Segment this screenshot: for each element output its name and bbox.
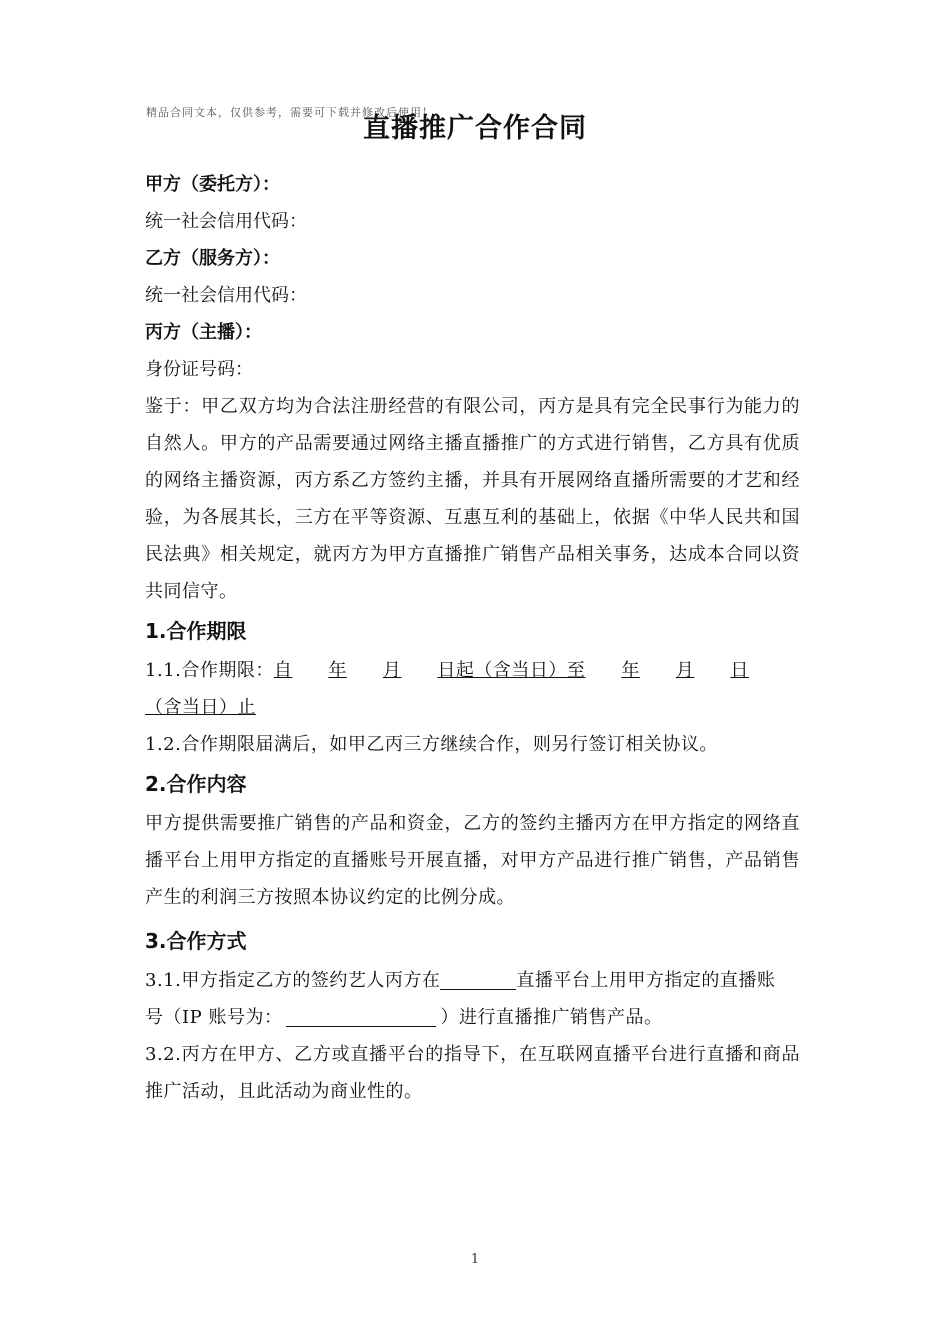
clause-1-1 (145, 652, 800, 689)
clause-1-1-label: 1.1.合作期限： (145, 660, 274, 681)
date-range-underlined: 自 年 月 日起（含当日）至 年 月 日 (273, 660, 749, 681)
section-2-heading: 2.合作内容 (145, 772, 247, 796)
section-2-body: 甲方提供需要推广销售的产品和资金，乙方的签约主播丙方在甲方指定的网络直播平台上用甲方指定的直播账号开展直播，对甲方产品进行推广销售，产品销售产生的利润三方按照本协议约定的比例分成。 (145, 813, 800, 908)
document-title: 直播推广合作合同 (363, 113, 587, 144)
ip-account-blank (286, 1006, 436, 1027)
clause-3-1-part-c: 号（IP 账号为： (145, 1007, 283, 1028)
party-b-label: 乙方（服务方）： (145, 248, 280, 269)
header-note: 精品合同文本，仅供参考，需要可下载并修改后使用！ (146, 106, 434, 119)
party-c-label: 丙方（主播）： (145, 322, 262, 343)
clause-3-1-part-a: 3.1.甲方指定乙方的签约艺人丙方在 (145, 970, 441, 991)
clause-3-2: 3.2.丙方在甲方、乙方或直播平台的指导下，在互联网直播平台进行直播和商品推广活动，且此活动为商业性的。 (145, 1044, 800, 1102)
clause-3-1-cont (145, 999, 800, 1036)
clause-3-1-part-b: 直播平台上用甲方指定的直播账 (516, 970, 776, 991)
clause-3-1 (145, 962, 800, 999)
clause-1-1-tail (145, 689, 800, 726)
preamble-paragraph: 鉴于：甲乙双方均为合法注册经营的有限公司，丙方是具有完全民事行为能力的自然人。甲方的产品需要通过网络主播直播推广的方式进行销售，乙方具有优质的网络主播资源，丙方系乙方签约主播，并具有开展网络直播所需要的才艺和经验，为各展其长，三方在平等资源、互惠互利的基础上，依据《中华人民共和国民法典》相关规定，就丙方为甲方直播推广销售产品相关事务，达成本合同以资共同信守。 (145, 396, 800, 602)
party-b-credit-code: 统一社会信用代码： (145, 285, 307, 306)
section-3-heading: 3.合作方式 (145, 929, 247, 953)
section-1-heading: 1.合作期限 (145, 619, 247, 643)
date-range-tail: （含当日）止 (145, 697, 256, 718)
party-a-label: 甲方（委托方）： (145, 174, 280, 195)
platform-blank (440, 969, 516, 990)
party-a-credit-code: 统一社会信用代码： (145, 211, 307, 232)
clause-3-1-part-d: ）进行直播推广销售产品。 (440, 1007, 663, 1028)
clause-1-2: 1.2.合作期限届满后，如甲乙丙三方继续合作，则另行签订相关协议。 (145, 734, 718, 755)
page-number: 1 (470, 1252, 480, 1267)
document-body (145, 166, 800, 1110)
party-c-id-number: 身份证号码： (145, 359, 253, 380)
